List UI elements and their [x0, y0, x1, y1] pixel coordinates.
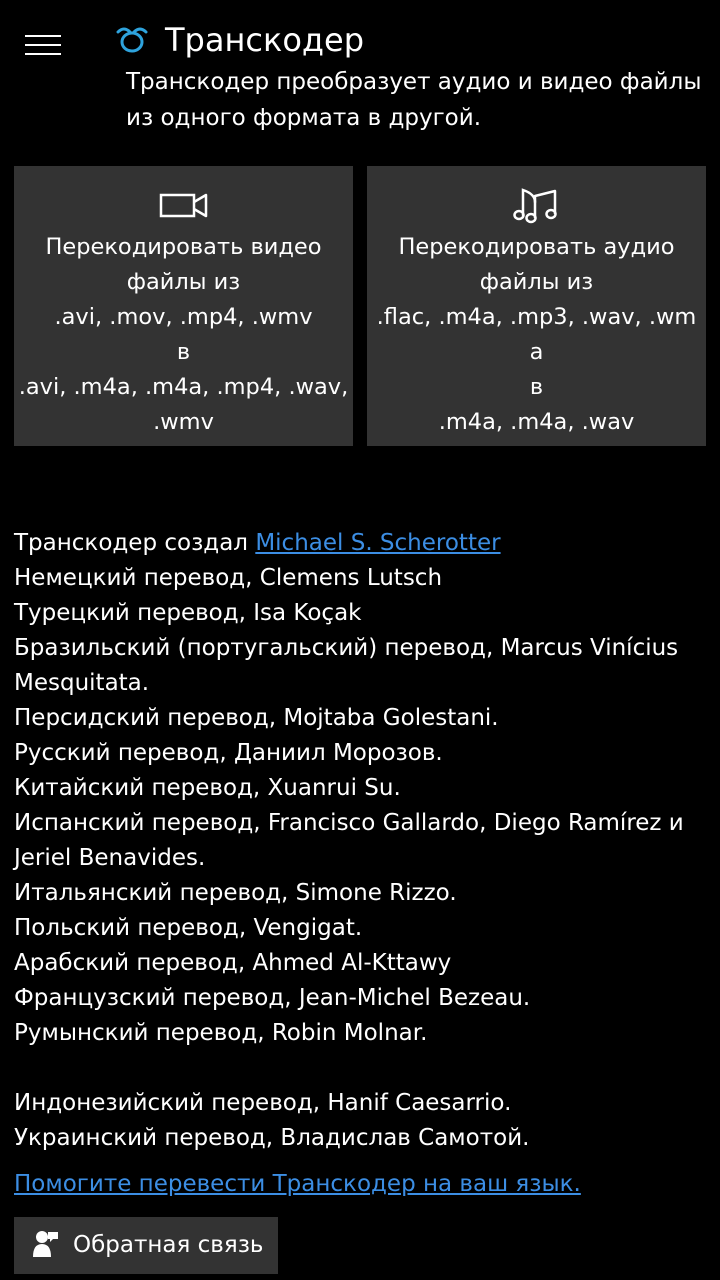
credit-line: Румынский перевод, Robin Molnar.: [14, 1020, 428, 1046]
credit-line: Китайский перевод, Xuanrui Su.: [14, 775, 401, 801]
credit-line: Итальянский перевод, Simone Rizzo.: [14, 880, 457, 906]
tile-text-line: a: [529, 339, 544, 365]
tile-text-line: .m4a, .m4a, .wav: [438, 409, 635, 435]
credit-line: Испанский перевод, Francisco Gallardo, Diego Ramírez и: [14, 810, 684, 836]
app-description: [126, 64, 711, 136]
app-description-line: из одного формата в другой.: [126, 105, 482, 131]
app-title: Транскодер: [165, 21, 365, 59]
feedback-label: Обратная связь: [73, 1232, 264, 1258]
tile-text-line: Перекодировать видео: [45, 234, 322, 260]
help-translate-link[interactable]: Помогите перевести Транскодер на ваш язык.: [14, 1171, 581, 1197]
tile-text-line: Перекодировать аудио: [398, 234, 675, 260]
hamburger-menu-icon[interactable]: [25, 35, 61, 55]
tile-text-line: .avi, .mov, .mp4, .wmv: [54, 304, 313, 330]
credit-line: Русский перевод, Даниил Морозов.: [14, 740, 443, 766]
tile-text-line: .avi, .m4a, .m4a, .mp4, .wav,: [18, 374, 349, 400]
credit-line: Французский перевод, Jean-Michel Bezeau.: [14, 985, 531, 1011]
tile-text-line: .flac, .m4a, .mp3, .wav, .wm: [376, 304, 697, 330]
tile-text-line: .wmv: [153, 409, 214, 435]
credit-line: Украинский перевод, Владислав Самотой.: [14, 1125, 530, 1151]
credit-line: Арабский перевод, Ahmed Al-Kttawy: [14, 950, 452, 976]
credit-line: Персидский перевод, Mojtaba Golestani.: [14, 705, 499, 731]
transcode-audio-tile[interactable]: [367, 166, 706, 446]
credit-line: Польский перевод, Vengigat.: [14, 915, 363, 941]
credits-author-line: [14, 526, 714, 561]
author-link[interactable]: Michael S. Scherotter: [255, 530, 501, 556]
credits: [14, 526, 714, 1156]
credit-line: Турецкий перевод, Isa Koçak: [14, 600, 362, 626]
tile-text-line: файлы из: [126, 269, 241, 295]
transcode-video-tile[interactable]: [14, 166, 353, 446]
credit-line-blank: [14, 1051, 714, 1086]
transcoder-logo-icon: [114, 26, 150, 54]
credits-author-prefix: Транскодер создал: [14, 530, 256, 556]
feedback-person-icon: [33, 1230, 59, 1258]
credit-line: Немецкий перевод, Clemens Lutsch: [14, 565, 443, 591]
credit-line: Jeriel Benavides.: [14, 845, 206, 871]
credit-line: Бразильский (португальский) перевод, Marcus Vinícius: [14, 635, 679, 661]
feedback-button[interactable]: [14, 1217, 278, 1274]
credit-line: Индонезийский перевод, Hanif Caesarrio.: [14, 1090, 512, 1116]
credit-line: Mesquitata.: [14, 670, 150, 696]
music-notes-icon: [509, 180, 565, 226]
video-camera-icon: [156, 180, 212, 226]
tile-text-line: файлы из: [479, 269, 594, 295]
tile-text-line: в: [176, 339, 191, 365]
tile-text-line: в: [529, 374, 544, 400]
app-description-line: Транскодер преобразует аудио и видео файлы: [126, 69, 702, 95]
